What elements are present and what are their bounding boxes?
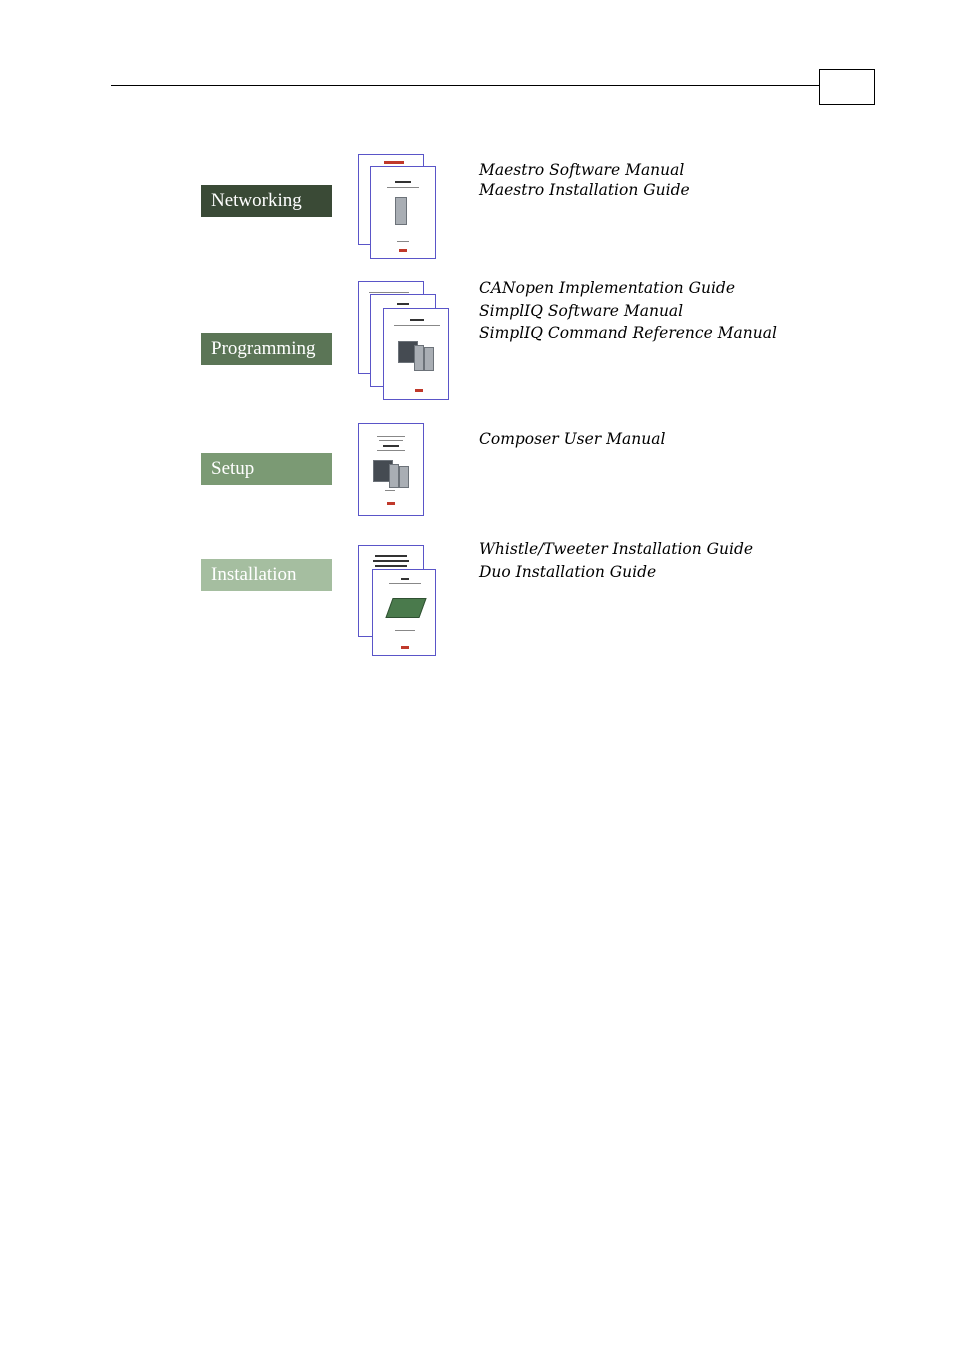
programming-document-list: [479, 277, 777, 345]
document-title: Maestro Installation Guide: [479, 181, 690, 199]
category-setup-label: Setup: [201, 453, 332, 485]
manual-cover-front: [383, 308, 449, 400]
setup-document-list: [479, 429, 665, 449]
category-installation-label: Installation: [201, 559, 332, 591]
installation-document-list: [479, 538, 753, 583]
manual-cover-front: [358, 423, 424, 516]
category-networking-label: Networking: [201, 185, 332, 217]
document-title: Maestro Software Manual: [479, 161, 685, 179]
networking-document-list: [479, 160, 690, 200]
category-programming-label: Programming: [201, 333, 332, 365]
document-title: Whistle/Tweeter Installation Guide: [479, 540, 754, 558]
document-title: SimplIQ Command Reference Manual: [479, 324, 777, 342]
document-title: CANopen Implementation Guide: [479, 279, 735, 297]
manual-cover-front: [372, 569, 436, 656]
document-title: Duo Installation Guide: [479, 562, 657, 581]
document-title: Composer User Manual: [479, 430, 666, 448]
document-title: SimplIQ Software Manual: [479, 301, 684, 320]
header-rule: [111, 85, 819, 86]
page-number-box: [819, 69, 875, 105]
manual-cover-front: [370, 166, 436, 259]
